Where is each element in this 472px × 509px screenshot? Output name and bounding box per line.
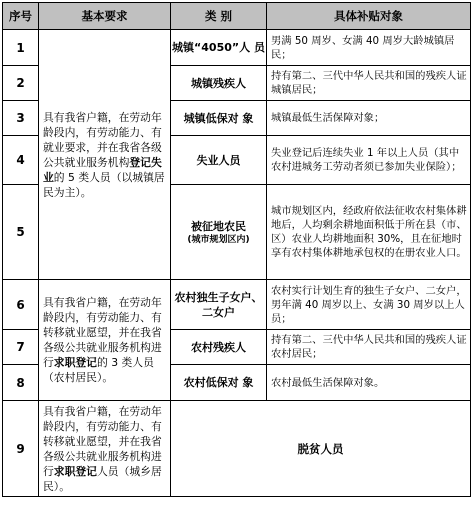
category-cell-poverty: 脱贫人员	[171, 401, 471, 497]
category-cell	[171, 185, 267, 280]
subsidy-table-sheet	[2, 2, 471, 497]
row-number: 9	[3, 401, 39, 497]
target-cell: 持有第二、三代中华人民共和国的残疾人证农村居民；	[267, 330, 471, 365]
header-seq: 序号	[3, 3, 39, 30]
category-sublabel: (城市规划区内)	[187, 234, 250, 245]
requirement-emphasis: 求职登记	[53, 464, 97, 478]
table-header-row	[3, 3, 471, 30]
target-cell: 持有第二、三代中华人民共和国的残疾人证城镇居民；	[267, 66, 471, 101]
table-row	[3, 401, 471, 497]
row-number: 8	[3, 365, 39, 401]
table-row	[3, 30, 471, 66]
category-cell: 城镇低保对 象	[171, 101, 267, 136]
category-cell: 农村低保对 象	[171, 365, 267, 401]
target-cell: 城市规划区内，经政府依法征收农村集体耕地后，人均剩余耕地面积低于所在县（市、区）农业人均耕地面积 30%，且在征地时享有农村集体耕地承包权的在册农业人口。	[267, 185, 471, 280]
requirement-text: 人员（城乡居民）。	[43, 464, 162, 493]
row-number: 5	[3, 185, 39, 280]
row-number: 1	[3, 30, 39, 66]
target-cell: 失业登记后连续失业 1 年以上人员（其中农村进城务工劳动者须已参加失业保险）；	[267, 136, 471, 185]
target-cell: 农村最低生活保障对象。	[267, 365, 471, 401]
requirement-text: 具有我省户籍，在劳动年龄段内，有劳动能力、有转移就业愿望，并在我省各级公共就业服务机构进行	[43, 296, 162, 369]
target-cell: 农村实行计划生育的独生子女户、二女户，男年满 40 周岁以上、女满 30 周岁以上人员；	[267, 280, 471, 330]
requirement-poor	[39, 401, 171, 497]
target-cell: 男满 50 周岁、女满 40 周岁大龄城镇居民；	[267, 30, 471, 66]
subsidy-table	[2, 2, 471, 497]
category-cell: 城镇残疾人	[171, 66, 267, 101]
row-number: 6	[3, 280, 39, 330]
row-number: 2	[3, 66, 39, 101]
category-cell: 失业人员	[171, 136, 267, 185]
category-cell: 农村独生子女户、二女户	[171, 280, 267, 330]
requirement-text: 具有我省户籍，在劳动年龄段内，有劳动能力、有转移就业愿望，并在我省各级公共就业服务机构进行	[43, 404, 162, 478]
requirement-text: 的 3 类人员（农村居民）。	[43, 356, 154, 384]
category-label: 被征地农民	[191, 219, 246, 233]
header-requirement: 基本要求	[39, 3, 171, 30]
category-cell: 农村残疾人	[171, 330, 267, 365]
requirement-emphasis: 登记失业	[43, 155, 162, 184]
requirement-emphasis: 求职登记	[53, 356, 97, 369]
requirement-rural	[39, 280, 171, 401]
target-cell: 城镇最低生活保障对象；	[267, 101, 471, 136]
requirement-urban	[39, 30, 171, 280]
row-number: 4	[3, 136, 39, 185]
row-number: 3	[3, 101, 39, 136]
category-cell: 城镇“4050”人 员	[171, 30, 267, 66]
requirement-text: 具有我省户籍，在劳动年龄段内，有劳动能力、有就业要求，并在我省各级公共就业服务机构	[43, 110, 162, 169]
header-category: 类 别	[171, 3, 267, 30]
table-row	[3, 280, 471, 330]
requirement-text: 的 5 类人员（以城镇居民为主）。	[43, 170, 165, 199]
header-target: 具体补贴对象	[267, 3, 471, 30]
row-number: 7	[3, 330, 39, 365]
